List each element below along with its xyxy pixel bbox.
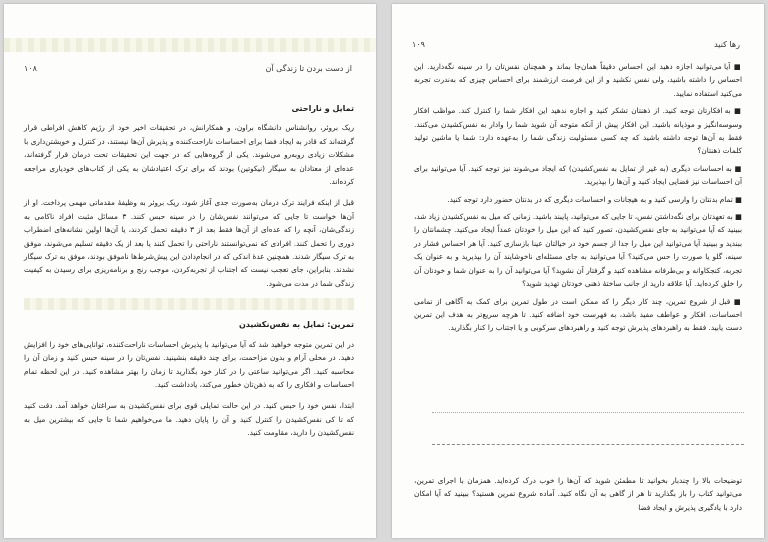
- page-number: ۱۰۹: [412, 40, 425, 49]
- running-title: رها کنید: [714, 40, 740, 49]
- bullet-item: ■ قبل از شروع تمرین، چند کار دیگر را که ممکن است در طول تمرین برای کمک به آگاهی از تمامی احساسات، افکار و عواطف مفید باشد، به فهرست خود اضافه کنید. تا هرچه سریع‌تر به هدف این تمرین دست یابید. فقط به راهبردهای پذیرش توجه کنید و راهبردهای سرکوبی و یا اجتناب را کنار بگذارید.: [414, 296, 742, 333]
- bullet-item: ■ به تعهدتان برای نگه‌داشتن نفس، تا جایی که می‌توانید، پایبند باشید. زمانی که میل به نفس‌کشیدن زیاد شد، ببینید که آیا می‌توانید به جای نفس‌کشیدن، تصور کنید که این میل را خودتان عمداً ایجاد می‌کنید. چشمانتان را ببندید و ببینید آیا می‌توانید این میل را جدا از جسم خود در خیالتان عینا بازسازی کنید. آیا هر احساس فشار در سینه، گلو یا صورت را حس می‌کنید؟ آیا می‌توانید به جای مسئله‌ای ناخوشایند آن را بپذیرید و به عنوان یک تجربه، کنجکاوانه و بی‌طرفانه مشاهده کنید و گرفتار آن نشوید؟ آیا می‌توانید آن را به عنوان شما و خودتان آن را خلق کرده‌اید. آیا علاقه دارید از جانب ساختهٔ ذهنی خودتان تهدید شوید؟: [414, 212, 743, 289]
- section-heading: تمایل و ناراحتی: [291, 104, 354, 113]
- decorative-band: [4, 38, 376, 52]
- bullet-item: ■ به احساسات دیگری (به غیر از تمایل به نفس‌کشیدن) که ایجاد می‌شوند نیز توجه کنید. آیا می‌توانید برای آن احساسات نیز فضایی ایجاد کنید و آن‌ها را بپذیرید.: [414, 163, 742, 187]
- right-page-body: [414, 60, 742, 339]
- footer-paragraph: توضیحات بالا را چندبار بخوانید تا مطمئن شوید که آن‌ها را خوب درک کرده‌اید. همزمان با اجرای تمرین، می‌توانید کتاب را باز بگذارید تا هر از گاهی به آن نگاه کنید. آماده شروع تمرین هستید؟ ببینید که آیا امکان دارد با یادگیری پذیرش و ایجاد فضا: [414, 476, 742, 512]
- page-number: ۱۰۸: [24, 64, 37, 73]
- bullet-item: ■ به افکارتان توجه کنید. از ذهنتان تشکر کنید و اجازه ندهید این افکار شما را کنترل کند. مواظب افکار وسوسه‌انگیز و موذیانه باشید. این افکار پیش از آنکه متوجه آن شوید شما را وادار به نفس‌کشیدن می‌کنند. فقط به آن‌ها توجه داشته باشید که چه کسی مسئولیت زندگی شما را به‌عهده دارد: شما یا ماشین تولید کلمات ذهنتان؟: [414, 106, 742, 156]
- page-header: [412, 40, 740, 54]
- writing-line: [432, 444, 744, 445]
- left-page-body: [24, 100, 354, 448]
- decorative-band: [24, 298, 354, 310]
- bullet-item: ■ تمام بدنتان را وارسی کنید و به هیجانات و احساسات دیگری که در بدنتان حضور دارد توجه کنید.: [447, 194, 742, 204]
- paragraph: قبل از اینکه فرایند ترک درمان به‌صورت جدی آغاز شود، ریک بروئر به وظیفهٔ مقدماتی مهمی پرداخت. او از آن‌ها خواست تا جایی که می‌توانند نفس‌شان را در سینه حبس کنند. ۳ مسائل مثبت افراد ناکامی به زندگی‌شان، آنچه را که عده‌ای از آن‌ها فقط بعد از ۳ دقیقه تحمل کردند، یا آن‌ها اولین نشانه‌های اضطراب دوری را تحمل کنند. افرادی که نمی‌توانستند ناراحتی را تحمل کنند یا بعد از یک دقیقه تسلیم می‌شوند، موفق به ترک سیگار شدند. همچنین عدهٔ اندکی که در انجام‌دادن این پیش‌شرط‌ها ناموفق بودند، موفق به ترک سیگار نشدند. بنابراین، جای تعجب نیست که اجتناب از تجربه‌کردن، موجب رنج و برنامه‌ریزی برای رسیدن به کیفیت زندگی شما در مدت می‌شود.: [24, 198, 354, 288]
- right-page: [392, 4, 764, 538]
- writing-line: [432, 412, 744, 413]
- page-header: [24, 64, 352, 78]
- paragraph: ابتدا، نفس خود را حبس کنید. در این حالت تمایلی قوی برای نفس‌کشیدن به سراغتان خواهد آمد. دقت کنید که تا کی نفس‌کشیدن را کنترل کنید و آن را پایان دهید. ما می‌خواهیم شما تا جایی که بیشترین میل به نفس‌کشیدن را دارید، مقاومت کنید.: [24, 401, 354, 438]
- paragraph: ریک بروئر، روانشناس دانشگاه براون، و همکارانش، در تحقیقات اخیر خود از رژیم کاهش افراطی قرار گرفته‌اند که قادر به ایجاد فضا برای احساسات ناراحت‌کننده و پذیرش آن‌ها نیستند، در کنترل و خویشتن‌داری با مشکلات زیادی روبه‌رو می‌شوند. یکی از گروه‌هایی که در جهت این تحقیقات تحت درمان قرار گرفته‌اند، عده‌ای از معتادان به سیگار (نیکوتین) بودند که برای ترک اعتیادشان به یکی از کتاب‌های خودیاری مراجعه کرده‌اند.: [24, 123, 354, 187]
- running-title: از دست بردن تا زندگی آن: [265, 64, 352, 73]
- exercise-heading: تمرین: تمایل به نفس‌نکشیدن: [238, 320, 354, 330]
- paragraph: در این تمرین متوجه خواهید شد که آیا می‌توانید با پذیرش احساسات ناراحت‌کننده، توانایی‌های خود را افزایش دهید. در محلی آرام و بدون مزاحمت، برای چند دقیقه بنشینید. نفس‌تان را در سینه حبس کنید و زمان آن را محاسبه کنید. اگر می‌توانید ساعتی را در کنار خود بگذارید تا زمان را بهتر مشاهده کنید. در این لحظه تمام احساسات و افکاری را که به ذهن‌تان خطور می‌کند، یادداشت کنید.: [24, 339, 354, 389]
- bullet-item: ■ آیا می‌توانید اجازه دهید این احساس دقیقاً همان‌جا بماند و همچنان نفس‌تان را در سینه نگه‌دارید. این احساس را داشته باشید، ولی نفس نکشید و از این فرصت ارزشمند برای احساس چیزی که به‌ندرت تجربه می‌کنید استفاده نمایید.: [414, 62, 742, 98]
- left-page: [4, 4, 376, 538]
